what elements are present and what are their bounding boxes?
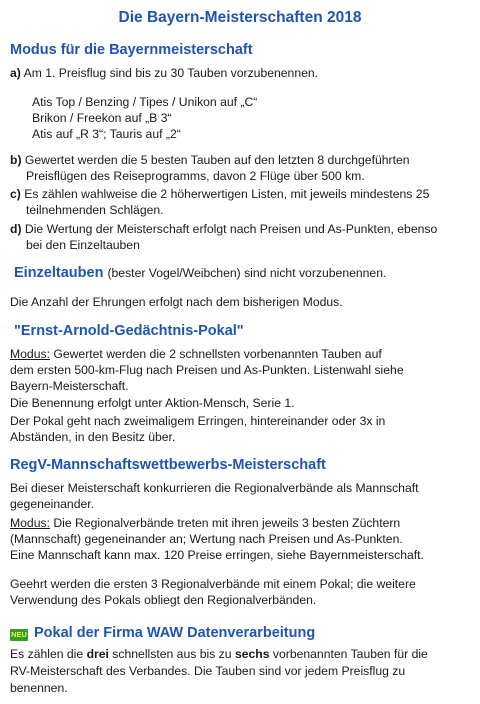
regv-line3 (10, 515, 400, 531)
waw-line2: RV-Meisterschaft des Verbandes. Die Tauben sind vor jedem Preisflug zu (10, 664, 406, 678)
regv-line2: gegeneinander. (10, 497, 95, 511)
einzeltauben-title: Einzeltauben (14, 265, 104, 281)
regv-line7: Verwendung des Pokals obliegt den Regionalverbänden. (10, 593, 317, 607)
item-d-text: Die Wertung der Meisterschaft erfolgt nach Preisen und As-Punkten, ebenso (24, 222, 438, 236)
system-list-item-1: Atis Top / Benzing / Tipes / Unikon auf „C“ (32, 95, 258, 109)
item-a-label: a) (10, 66, 21, 80)
waw-line1-sechs: sechs (234, 647, 270, 661)
einzeltauben-text: Die Anzahl der Ehrungen erfolgt nach dem bisherigen Modus. (10, 295, 343, 309)
item-b-label: b) (10, 153, 22, 167)
item-c-label: c) (10, 187, 21, 201)
item-d-label: d) (10, 222, 22, 236)
modus-item-d-line1 (10, 221, 437, 237)
regv-line1: Bei dieser Meisterschaft konkurrieren die Regionalverbände als Mannschaft (10, 481, 419, 495)
modus-heading: Modus für die Bayernmeisterschaft (10, 42, 253, 58)
regv-modus-label: Modus: (10, 516, 50, 530)
modus-item-a (10, 65, 318, 81)
regv-heading: RegV-Mannschaftswettbewerbs-Meisterschaft (10, 457, 326, 473)
regv-line3-text: Die Regionalverbände treten mit ihren jeweils 3 besten Züchtern (53, 516, 401, 530)
pokal-line1-text: Gewertet werden die 2 schnellsten vorbenannten Tauben auf (53, 347, 382, 361)
item-b-text: Gewertet werden die 5 besten Tauben auf den letzten 8 durchgeführten (24, 153, 410, 167)
new-badge: NEU (11, 630, 27, 639)
waw-line1-e: vorbenannten Tauben für die (269, 647, 428, 661)
einzeltauben-subtitle: (bester Vogel/Weibchen) sind nicht vorzubenennen. (107, 266, 387, 280)
waw-line1-c: schnellsten aus bis zu (108, 647, 235, 661)
waw-line1 (10, 646, 428, 662)
pokal-line4: Die Benennung erfolgt unter Aktion-Mensch, Serie 1. (10, 396, 295, 410)
system-list-item-3: Atis auf „R 3“; Tauris auf „2“ (32, 127, 181, 141)
pokal-line6: Abständen, in den Besitz über. (10, 430, 176, 444)
regv-line4: (Mannschaft) gegeneinander an; Wertung nach Preisen und As-Punkten. (10, 532, 403, 546)
item-a-text: Am 1. Preisflug sind bis zu 30 Tauben vorzubenennen. (23, 66, 319, 80)
pokal-line2: dem ersten 500-km-Flug nach Preisen und As-Punkten. Listenwahl siehe (10, 363, 404, 377)
modus-item-b-line2: Preisflügen des Reiseprogramms, davon 2 Flüge über 500 km. (26, 169, 365, 183)
pokal-heading: "Ernst-Arnold-Gedächtnis-Pokal" (14, 323, 244, 339)
page-title: Die Bayern-Meisterschaften 2018 (118, 9, 362, 26)
system-list-item-2: Brikon / Freekon auf „B 3“ (32, 111, 172, 125)
regv-line6: Geehrt werden die ersten 3 Regionalverbände mit einem Pokal; die weitere (10, 577, 416, 591)
waw-line3: benennen. (10, 681, 68, 695)
item-c-text: Es zählen wahlweise die 2 höherwertigen Listen, mit jeweils mindestens 25 (24, 187, 430, 201)
modus-item-c-line1 (10, 186, 429, 202)
modus-item-b-line1 (10, 152, 410, 168)
waw-heading: Pokal der Firma WAW Datenverarbeitung (34, 625, 316, 641)
pokal-line5: Der Pokal geht nach zweimaligem Erringen, hintereinander oder 3x in (10, 414, 386, 428)
modus-item-d-line2: bei den Einzeltauben (26, 238, 140, 252)
pokal-line3: Bayern-Meisterschaft. (10, 379, 129, 393)
waw-line1-drei: drei (86, 647, 109, 661)
pokal-modus-label: Modus: (10, 347, 50, 361)
modus-item-c-line2: teilnehmenden Schlägen. (26, 203, 164, 217)
regv-line5: Eine Mannschaft kann max. 120 Preise erringen, siehe Bayernmeisterschaft. (10, 548, 424, 562)
einzeltauben-heading (14, 265, 386, 281)
pokal-line1 (10, 346, 382, 362)
waw-line1-a: Es zählen die (10, 647, 87, 661)
